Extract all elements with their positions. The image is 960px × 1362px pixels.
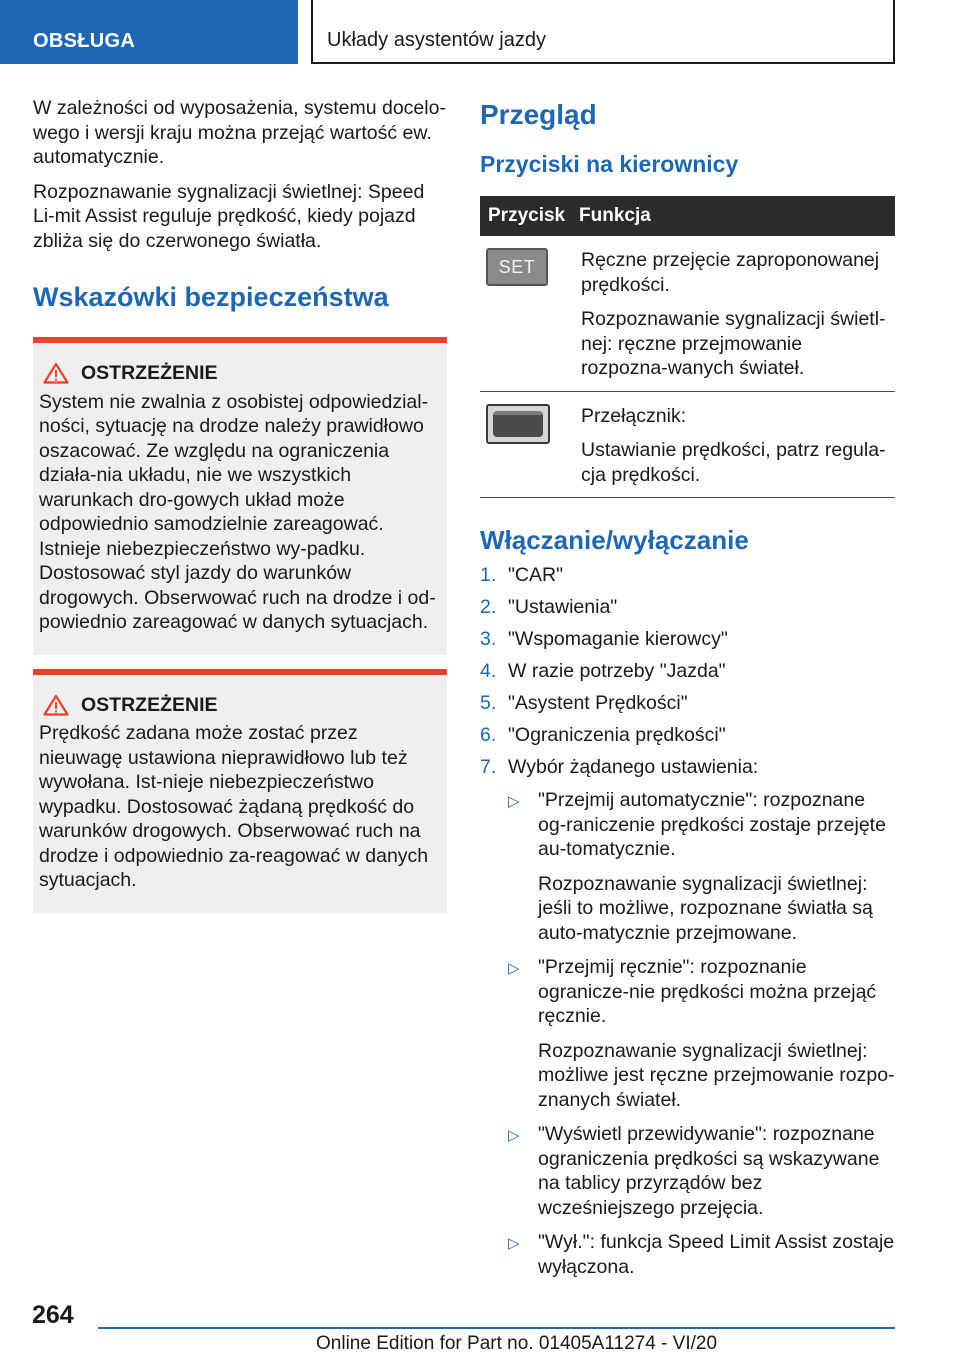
step-text: "Asystent Prędkości" xyxy=(508,692,688,714)
page-number: 264 xyxy=(32,1301,74,1329)
step-number: 3. xyxy=(480,628,497,650)
list-item xyxy=(480,560,895,592)
steps-list xyxy=(480,560,895,784)
left-column xyxy=(33,96,447,913)
warning-text-1: System nie zwalnia z osobistej odpowiedzial-ności, sytuację na drodze należy prawidłowo oszacować. Ze względu na ograniczenia działa-nia układu, nie we wszystkich warunkach dro-gowych układ może odpowiednio samodzielnie zareagować. Istnieje niebezpieczeństwo wy-padku. Dostosować styl jazdy do warunków drogowych. Obserwować ruch na drodze i od-powiednio zareagować w danych sytuacjach. xyxy=(39,390,436,633)
function-text: Ręczne przejęcie zaproponowanej prędkości. xyxy=(581,249,880,296)
option-text: "Wył.": funkcja Speed Limit Assist zostaje wyłączona. xyxy=(538,1231,895,1278)
safety-heading: Wskazówki bezpieczeństwa xyxy=(33,282,389,312)
option-text: Rozpoznawanie sygnalizacji świetlnej: jeśli to możliwe, rozpoznane światła są auto-matycznie przejmowane. xyxy=(538,872,873,944)
table-row xyxy=(480,236,895,391)
table-row xyxy=(480,391,895,498)
step-text: Wybór żądanego ustawienia: xyxy=(508,756,759,778)
step-number: 4. xyxy=(480,660,497,682)
list-item xyxy=(480,656,895,688)
list-item xyxy=(508,788,895,945)
list-item xyxy=(480,720,895,752)
warning-box-2 xyxy=(33,669,447,913)
step-text: "Ograniczenia prędkości" xyxy=(508,724,726,746)
triangle-bullet-icon: ▷ xyxy=(508,960,520,977)
list-item xyxy=(508,1230,895,1279)
warning-triangle-icon xyxy=(43,362,69,384)
warning-header-2 xyxy=(43,693,439,718)
option-text: "Wyświetl przewidywanie": rozpoznane ograniczenia prędkości są wskazywane na tablicy przyrządów bez wcześniejszego przejęcia. xyxy=(538,1123,880,1219)
column-header-function: Funkcja xyxy=(575,196,895,236)
step-number: 2. xyxy=(480,596,497,618)
step-number: 5. xyxy=(480,692,497,714)
intro-paragraph-2: Rozpoznawanie sygnalizacji świetlnej: Speed Li-mit Assist reguluje prędkość, kiedy pojazd zbliża się do czerwonego światła. xyxy=(33,180,425,252)
warning-header-1 xyxy=(43,361,439,386)
button-icon-cell xyxy=(480,236,575,391)
step-number: 6. xyxy=(480,724,497,746)
options-list xyxy=(508,788,895,1279)
warning-title-1: OSTRZEŻENIE xyxy=(81,362,218,384)
list-item xyxy=(508,1122,895,1220)
list-item xyxy=(480,592,895,624)
column-header-button: Przycisk xyxy=(480,196,575,236)
warning-triangle-icon xyxy=(43,694,69,716)
right-column xyxy=(480,96,895,1289)
list-item xyxy=(480,688,895,720)
list-item xyxy=(480,752,895,784)
warning-text-2: Prędkość zadana może zostać przez nieuwagę ustawiona nieprawidłowo lub też wywołana. Ist-nieje niebezpieczeństwo wypadku. Dostosować żądaną prędkość do warunków drogowych. Obserwować ruch na drodze i odpowiednio za-reagować w danych sytuacjach. xyxy=(39,722,429,891)
function-text: Rozpoznawanie sygnalizacji świetl-nej: ręczne przejmowanie rozpozna-wanych świateł. xyxy=(581,308,886,379)
warning-box-1 xyxy=(33,337,447,655)
intro-paragraph-1: W zależności od wyposażenia, systemu docelo-wego i wersji kraju można przejąć wartość ew. automatycznie. xyxy=(33,97,446,168)
header-section-tab xyxy=(0,0,298,64)
warning-title-2: OSTRZEŻENIE xyxy=(81,693,218,716)
list-item xyxy=(508,955,895,1112)
on-off-heading: Włączanie/wyłączanie xyxy=(480,525,749,555)
step-number: 1. xyxy=(480,564,497,586)
triangle-bullet-icon: ▷ xyxy=(508,793,520,810)
function-cell xyxy=(575,391,895,498)
buttons-table-header-row xyxy=(480,196,895,236)
triangle-bullet-icon: ▷ xyxy=(508,1235,520,1252)
set-button-label: SET xyxy=(498,256,536,277)
list-item xyxy=(480,624,895,656)
step-text: W razie potrzeby "Jazda" xyxy=(508,660,726,682)
header-chapter-box xyxy=(311,0,895,64)
step-number: 7. xyxy=(480,756,497,778)
step-text: "Wspomaganie kierowcy" xyxy=(508,628,728,650)
header-section-label: OBSŁUGA xyxy=(33,30,136,52)
option-text: "Przejmij automatycznie": rozpoznane og-raniczenie prędkości zostaje przejęte au-tomatycznie. xyxy=(538,789,886,860)
header-chapter-label: Układy asystentów jazdy xyxy=(327,29,546,51)
set-button-icon xyxy=(486,248,548,286)
buttons-table xyxy=(480,196,895,498)
footer-divider xyxy=(98,1327,895,1329)
button-icon-cell xyxy=(480,391,575,498)
edition-note: Online Edition for Part no. 01405A11274 - VI/20 xyxy=(316,1333,718,1354)
rocker-switch-icon xyxy=(486,404,550,444)
step-text: "CAR" xyxy=(508,564,564,586)
overview-heading: Przegląd xyxy=(480,99,597,130)
steering-buttons-heading: Przyciski na kierownicy xyxy=(480,151,739,177)
function-text: Ustawianie prędkości, patrz regula-cja prędkości. xyxy=(581,439,886,486)
option-text: "Przejmij ręcznie": rozpoznanie ogranicze-nie prędkości można przejąć ręcznie. xyxy=(538,956,877,1027)
step-text: "Ustawienia" xyxy=(508,596,618,618)
triangle-bullet-icon: ▷ xyxy=(508,1127,520,1144)
option-text: Rozpoznawanie sygnalizacji świetlnej: możliwe jest ręczne przejmowanie rozpo-znanych świateł. xyxy=(538,1039,895,1111)
function-cell xyxy=(575,236,895,391)
function-text: Przełącznik: xyxy=(581,404,687,427)
